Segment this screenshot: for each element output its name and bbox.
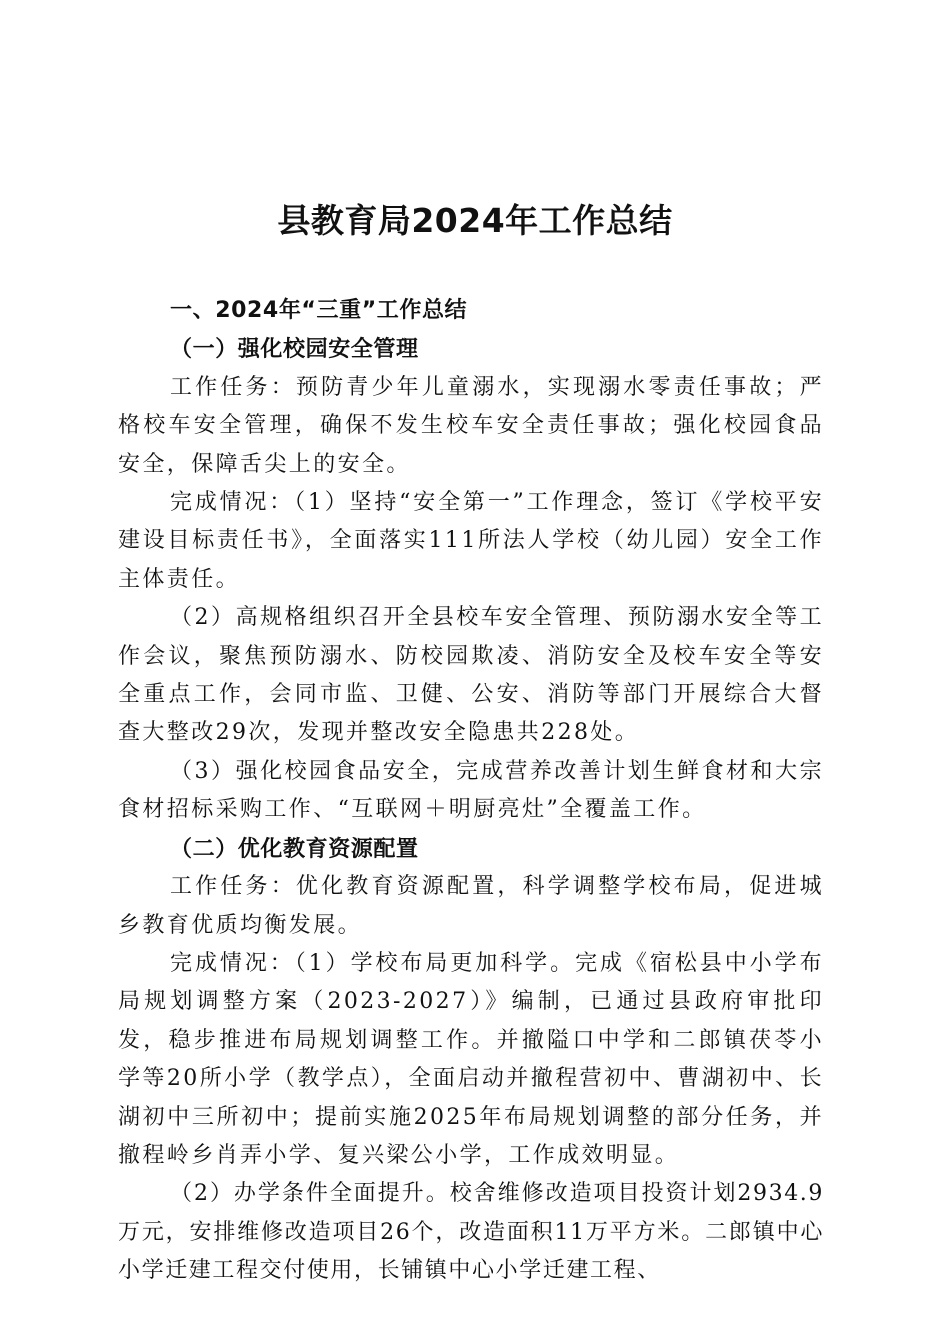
paragraph-status: 完成情况：（1）坚持“安全第一”工作理念，签订《学校平安建设目标责任书》，全面落实111所法人学校（幼儿园）安全工作主体责任。 <box>118 490 824 592</box>
paragraph-status: （2）高规格组织召开全县校车安全管理、预防溺水安全等工作会议，聚焦预防溺水、防校园欺凌、消防安全及校车安全等安全重点工作，会同市监、卫健、公安、消防等部门开展综合大督查大整改29次，发现并整改安全隐患共228处。 <box>118 605 824 746</box>
paragraph-status: （2）办学条件全面提升。校舍维修改造项目投资计划2934.9万元，安排维修改造项目26个，改造面积11万平方米。二郎镇中心小学迁建工程交付使用，长铺镇中心小学迁建工程、 <box>118 1181 824 1284</box>
subsection-heading: （一）强化校园安全管理 <box>170 336 419 363</box>
section-heading: 一、2024年“三重”工作总结 <box>170 298 468 323</box>
paragraph-status: （3）强化校园食品安全，完成营养改善计划生鲜食材和大宗食材招标采购工作、“互联网＋明厨亮灶”全覆盖工作。 <box>118 758 824 823</box>
paragraph-task: 工作任务：预防青少年儿童溺水，实现溺水零责任事故；严格校车安全管理，确保不发生校车安全责任事故；强化校园食品安全，保障舌尖上的安全。 <box>118 374 824 477</box>
subsection-heading: （二）优化教育资源配置 <box>170 835 419 862</box>
paragraph-status: 完成情况：（1）学校布局更加科学。完成《宿松县中小学布局规划调整方案（2023-2027）》编制，已通过县政府审批印发，稳步推进布局规划调整工作。并撤隘口中学和二郎镇茯苓小学等20所小学（教学点），全面启动并撤程营初中、曹湖初中、长湖初中三所初中；提前实施2025年布局规划调整的部分任务，并撤程岭乡肖弄小学、复兴梁公小学，工作成效明显。 <box>118 950 824 1168</box>
document-body <box>118 292 824 1291</box>
paragraph-task: 工作任务：优化教育资源配置，科学调整学校布局，促进城乡教育优质均衡发展。 <box>118 874 824 938</box>
document-title: 县教育局2024年工作总结 <box>277 201 673 240</box>
